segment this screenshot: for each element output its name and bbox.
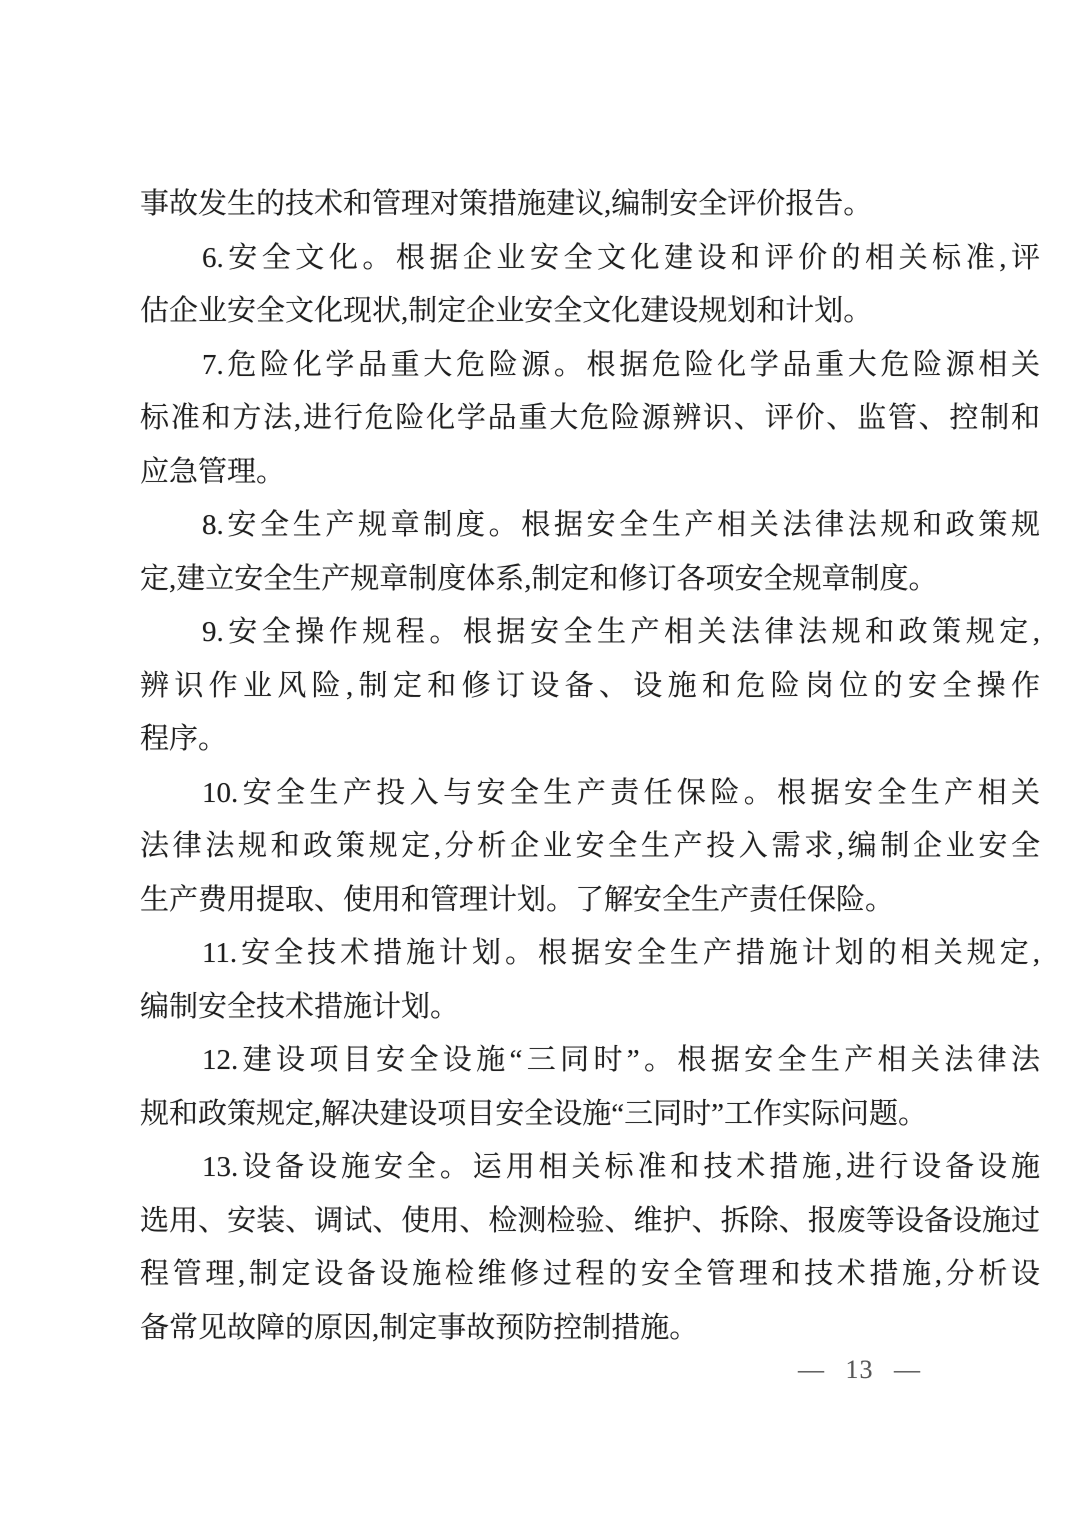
- text-line: 应急管理。: [140, 455, 286, 488]
- text-line: 选用、安装、调试、使用、检测检验、维护、拆除、报废等设备设施过: [140, 1204, 1040, 1237]
- text-line: 备常见故障的原因,制定事故预防控制措施。: [140, 1311, 699, 1344]
- page-number: — 13 —: [798, 1355, 921, 1384]
- text-line: 估企业安全文化现状,制定企业安全文化建设规划和计划。: [140, 295, 873, 327]
- text-line: 程管理,制定设备设施检维修过程的安全管理和技术措施,分析设: [140, 1258, 1040, 1290]
- text-line: 7.危险化学品重大危险源。根据危险化学品重大危险源相关: [202, 348, 1040, 381]
- text-line: 定,建立安全生产规章制度体系,制定和修订各项安全规章制度。: [140, 562, 938, 595]
- text-line: 编制安全技术措施计划。: [140, 990, 460, 1023]
- text-line: 11.安全技术措施计划。根据安全生产措施计划的相关规定,: [202, 937, 1040, 969]
- text-line: 13.设备设施安全。运用相关标准和技术措施,进行设备设施: [202, 1151, 1040, 1183]
- text-line: 辨识作业风险,制定和修订设备、设施和危险岗位的安全操作: [140, 669, 1040, 702]
- document-text-block: [140, 178, 1040, 1355]
- text-line: 事故发生的技术和管理对策措施建议,编制安全评价报告。: [140, 188, 873, 220]
- text-line: 标准和方法,进行危险化学品重大危险源辨识、评价、监管、控制和: [140, 402, 1040, 434]
- text-line: 12.建设项目安全设施“三同时”。根据安全生产相关法律法: [202, 1044, 1040, 1076]
- text-line: 10.安全生产投入与安全生产责任保险。根据安全生产相关: [202, 776, 1040, 809]
- text-line: 9.安全操作规程。根据安全生产相关法律法规和政策规定,: [202, 616, 1040, 648]
- text-line: 程序。: [140, 723, 228, 755]
- text-line: 法律法规和政策规定,分析企业安全生产投入需求,编制企业安全: [140, 830, 1040, 862]
- text-line: 规和政策规定,解决建设项目安全设施“三同时”工作实际问题。: [140, 1097, 927, 1130]
- text-line: 生产费用提取、使用和管理计划。了解安全生产责任保险。: [140, 883, 895, 916]
- text-line: 6.安全文化。根据企业安全文化建设和评价的相关标准,评: [202, 241, 1040, 274]
- text-line: 8.安全生产规章制度。根据安全生产相关法律法规和政策规: [202, 509, 1040, 541]
- page-footer: [798, 1352, 921, 1388]
